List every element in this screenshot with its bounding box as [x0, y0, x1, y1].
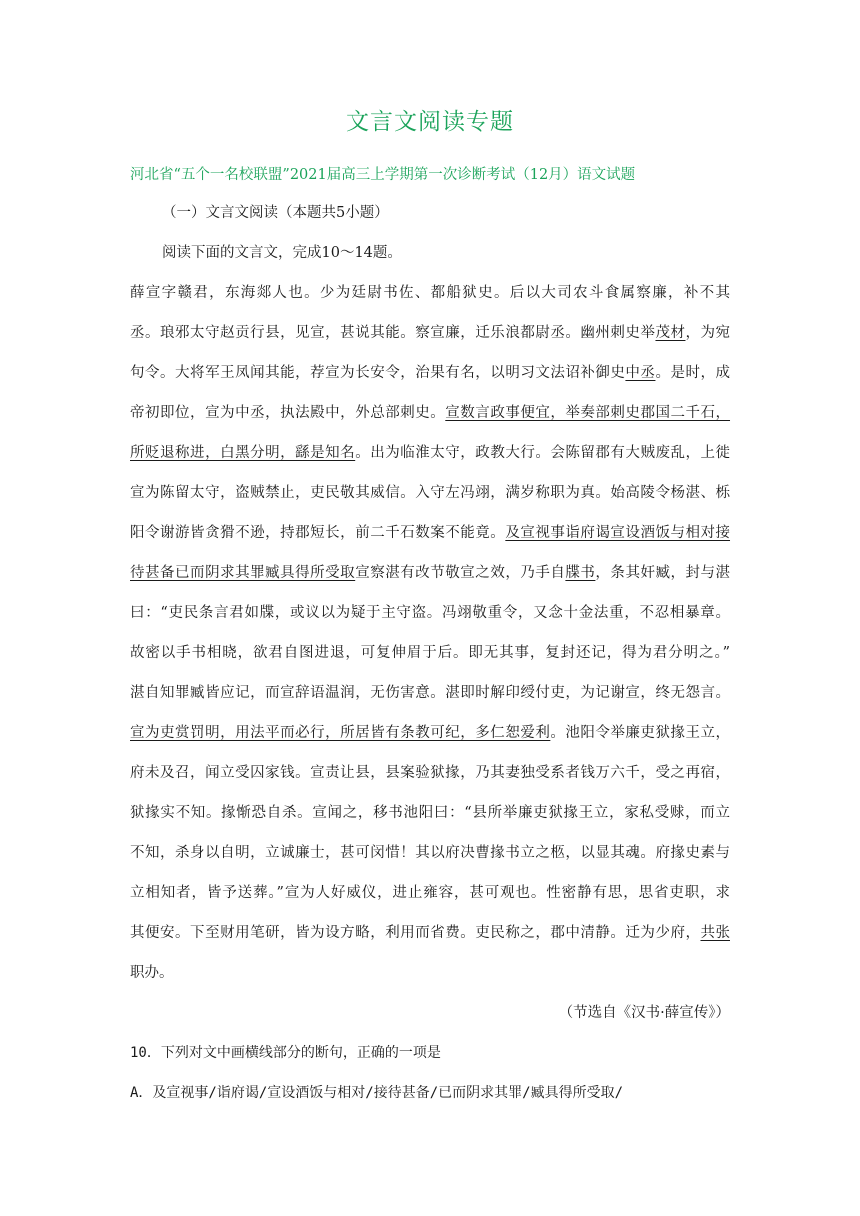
passage-line: 不知，杀身以自明，立诚廉士，甚可闵惜！其以府决曹掾书立之柩，以显其魂。府掾史素与 — [130, 845, 730, 861]
passage-line: 湛自知罪臧皆应记，而宣辞语温润，无伤害意。湛即时解印绶付吏，为记谢宣，终无怨言。 — [130, 685, 730, 701]
underlined-term: 茂材 — [655, 325, 686, 341]
underlined-sentence: 宣为吏赏罚明，用法平而必行，所居皆有条教可纪，多仁恕爱利 — [130, 725, 551, 741]
passage-line: 帝初即位，宣为中丞，执法殿中，外总部刺史。宣数言政事便宜，举奏部刺史郡国二千石， — [130, 405, 731, 421]
passage-line: 薛宣字赣君，东海郯人也。少为廷尉书佐、都船狱史。后以大司农斗食属察廉，补不其 — [130, 285, 730, 301]
question-10: 10．下列对文中画横线部分的断句，正确的一项是 — [130, 1045, 441, 1061]
section-heading: （一）文言文阅读（本题共5小题） — [162, 205, 389, 221]
exam-source: 河北省“五个一名校联盟”2021届高三上学期第一次诊断考试（12月）语文试题 — [130, 167, 636, 183]
page-title: 文言文阅读专题 — [346, 109, 514, 135]
underlined-sentence: 所贬退称进，白黑分明，繇是知名 — [130, 445, 356, 461]
underlined-term: 牒书 — [565, 565, 596, 581]
underlined-term: 中丞 — [625, 365, 656, 381]
passage-line: 狱掾实不知。掾惭恐自杀。宣闻之，移书池阳曰：“县所举廉吏狱掾王立，家私受赇，而立 — [130, 805, 730, 821]
passage-line: 宣为陈留太守，盗贼禁止，吏民敬其威信。入守左冯翊，满岁称职为真。始高陵令杨湛、栎 — [130, 485, 730, 501]
passage-line: 故密以手书相晓，欲君自图进退，可复伸眉于后。即无其事，复封还记，得为君分明之。” — [130, 645, 730, 661]
passage-line: 阳令谢游皆贪猾不逊，持郡短长，前二千石数案不能竟。及宣视事诣府谒宣设酒饭与相对接 — [130, 525, 731, 541]
underlined-sentence: 及宣视事诣府谒宣设酒饭与相对接 — [505, 525, 731, 541]
passage-line: 府未及召，闻立受囚家钱。宣责让县，县案验狱掾，乃其妻独受系者钱万六千，受之再宿， — [130, 765, 730, 781]
underlined-sentence: 宣数言政事便宜，举奏部刺史郡国二千石， — [445, 405, 731, 421]
underlined-sentence: 待甚备已而阴求其罪臧具得所受取 — [130, 565, 356, 581]
passage-attribution: （节选自《汉书·薛宣传》） — [558, 1005, 730, 1021]
passage-line: 待甚备已而阴求其罪臧具得所受取宣察湛有改节敬宣之效，乃手自牒书，条其奸臧，封与湛 — [130, 565, 731, 581]
passage-line: 丞。琅邪太守赵贡行县，见宣，甚说其能。察宣廉，迁乐浪都尉丞。幽州刺史举茂材，为宛 — [130, 325, 731, 341]
passage-line: 曰：“吏民条言君如牒，或议以为疑于主守盗。冯翊敬重令，又念十金法重，不忍相暴章。 — [130, 605, 730, 621]
option-a: A．及宣视事/诣府谒/宣设酒饭与相对/接待甚备/已而阴求其罪/臧具得所受取/ — [130, 1085, 623, 1101]
underlined-term: 共张 — [700, 925, 730, 941]
passage-line: 立相知者，皆予送葬。”宣为人好威仪，进止雍容，甚可观也。性密静有思，思省吏职，求 — [130, 885, 730, 901]
instruction: 阅读下面的文言文，完成10～14题。 — [162, 245, 402, 261]
passage-line: 句令。大将军王凤闻其能，荐宣为长安令，治果有名，以明习文法诏补御史中丞。是时，成 — [130, 365, 731, 381]
passage-line: 职办。 — [130, 965, 174, 981]
passage-line: 所贬退称进，白黑分明，繇是知名。出为临淮太守，政教大行。会陈留郡有大贼废乱，上徙 — [130, 445, 731, 461]
passage-line: 宣为吏赏罚明，用法平而必行，所居皆有条教可纪，多仁恕爱利。池阳令举廉吏狱掾王立， — [130, 725, 730, 741]
passage-line: 其便安。下至财用笔研，皆为设方略，利用而省费。吏民称之，郡中清静。迁为少府，共张 — [130, 925, 730, 941]
